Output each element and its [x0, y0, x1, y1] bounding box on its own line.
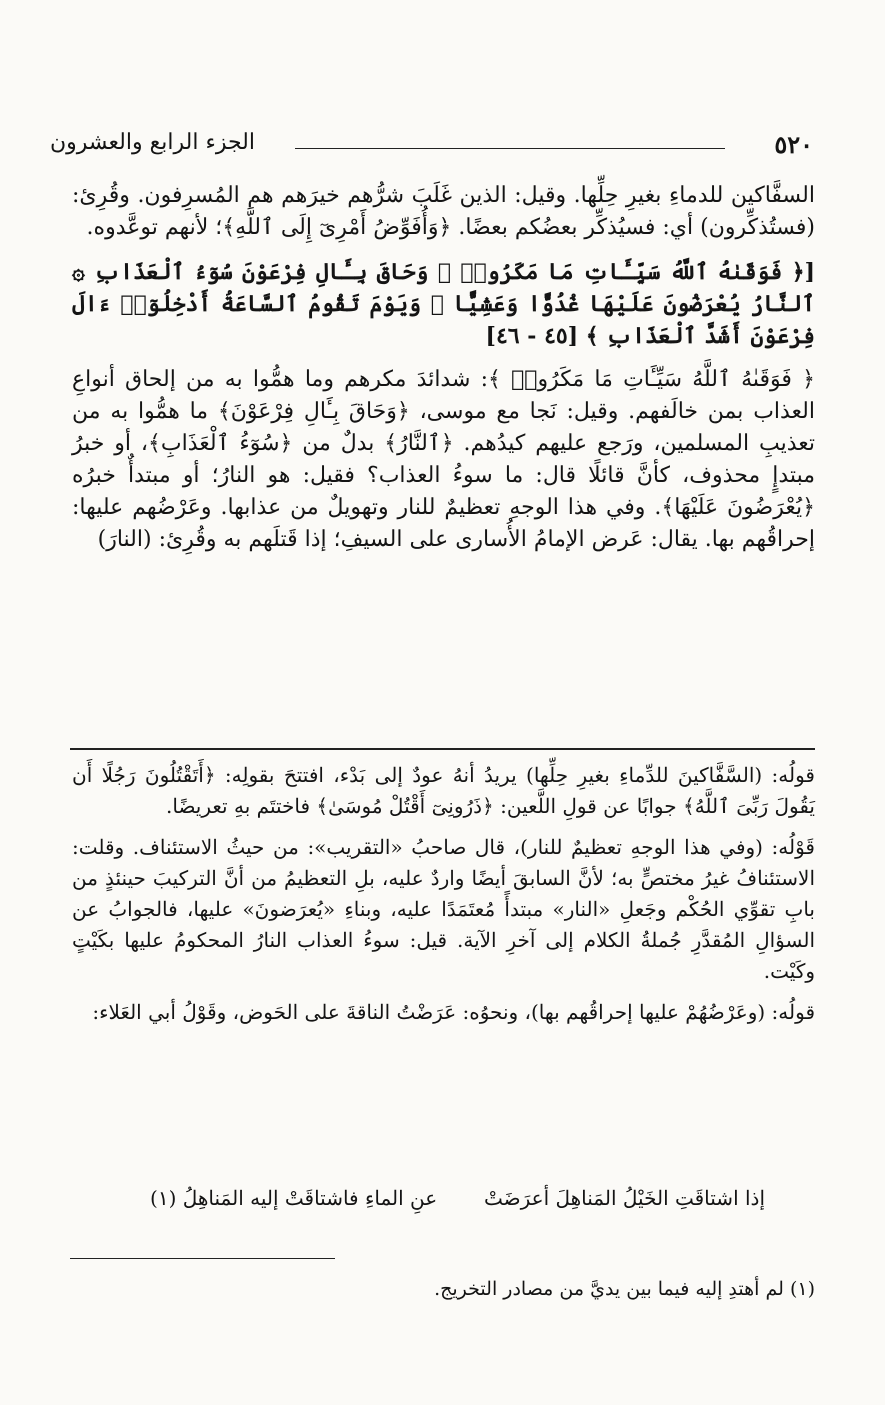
main-paragraph-1: السفَّاكين للدماءِ بغيرِ حِلِّها. وقيل: الذين غَلَبَ شرُّهم خيرَهم هم المُسرِفون. وقُرِئ: (فستُذكِّرون) أي: فسيُذكِّر بعضُكم بعضًا. ﴿وَأُفَوِّضُ أَمْرِىٓ إِلَى ٱللَّهِ﴾؛ لأنهم توعَّدوه. [72, 183, 815, 240]
poetry-first-hemistich: إذا اشتاقَتِ الخَيْلُ المَناهِلَ أعرَضَتْ [483, 1186, 765, 1210]
commentary-paragraph-2: قَوْلُه: (وفي هذا الوجهِ تعظيمٌ للنار)، قال صاحبُ «التقريب»: من حيثُ الاستئناف. وقلت: الاستئنافُ غيرُ مختصٍّ به؛ لأنَّ السابقَ أيضًا واردٌ عليه، بلِ التعظيمُ من أنَّ التركيبَ حينئذٍ من بابِ تقوِّي الحُكْم وجَعلِ «النار» مبتدأً مُعتَمَدًا عليه، وبناءِ «يُعرَضونَ» عليها، فالجوابُ عن السؤالِ المُقدَّرِ جُملةُ الكلام إلى آخرِ الآية. قيل: سوءُ العذاب النارُ المحكومُ عليها بكَيْتٍ وكَيْت. [72, 835, 815, 983]
running-title: الجزء الرابع والعشرون [50, 130, 255, 155]
poetry-verse [150, 1186, 765, 1222]
commentary-text [72, 760, 815, 1038]
commentary-paragraph-3: قولُه: (وعَرْضُهُمْ عليها إحراقُهم بها)، ونحوُه: عَرَضْتُ الناقةَ على الحَوض، وقَوْلُ أبي العَلاء: [92, 1000, 815, 1024]
main-text [72, 180, 815, 568]
header-rule [295, 148, 725, 149]
commentary-divider [70, 748, 815, 750]
poetry-second-hemistich: عنِ الماءِ فاشتاقَتْ إليه المَناهِلُ (١) [150, 1186, 438, 1210]
commentary-paragraph-1: قولُه: (السَّفَّاكينَ للدِّماءِ بغيرِ حِلِّها) يريدُ أنهُ عودٌ إلى بَدْء، افتتحَ بقولِه: ﴿أَتَقْتُلُونَ رَجُلًا أَن يَقُولَ رَبِّىَ ٱللَّهُ﴾ جوابًا عن قولِ اللَّعين: ﴿ذَرُونِىٓ أَقْتُلْ مُوسَىٰ﴾ فاختتَم بهِ تعريضًا. [72, 763, 815, 818]
quran-verse-block: [﴿ فَوَقَىٰهُ ٱللَّهُ سَيِّـَٔاتِ مَا مَكَرُوا۟ ۖ وَحَاقَ بِـَٔالِ فِرْعَوْنَ سُوٓءُ ٱلْعَذَابِ ۞ ٱلنَّارُ يُعْرَضُونَ عَلَيْهَا غُدُوًّا وَعَشِيًّا ۖ وَيَوْمَ تَقُومُ ٱلسَّاعَةُ أَدْخِلُوٓا۟ ءَالَ فِرْعَوْنَ أَشَدَّ ٱلْعَذَابِ ﴾ [٤٥ - ٤٦] [72, 259, 815, 349]
page-header [50, 128, 835, 168]
main-paragraph-3: ﴿ فَوَقَىٰهُ ٱللَّهُ سَيِّـَٔاتِ مَا مَكَرُوا۟ ﴾: شدائدَ مكرهم وما همُّوا به من إلحاق أنواعِ العذاب بمن خالَفهم. وقيل: نَجا مع موسى، ﴿وَحَاقَ بِـَٔالِ فِرْعَوْنَ﴾ ما همُّوا به من تعذيبِ المسلمين، ورَجع عليهم كيدُهم. ﴿ٱلنَّارُ﴾ بدلٌ من ﴿سُوٓءُ ٱلْعَذَابِ﴾، أو خبرُ مبتدإٍ محذوف، كأنَّ قائلًا قال: ما سوءُ العذاب؟ فقيل: هو النارُ؛ أو مبتدأٌ خبرُه ﴿يُعْرَضُونَ عَلَيْهَا﴾. وفي هذا الوجهِ تعظيمٌ للنار وتهويلٌ من عذابها. وعَرْضُهم عليها: إحراقُهم بها. يقال: عَرض الإمامُ الأُسارى على السيفِ؛ إذا قَتلَهم به وقُرِئ: (النارَ) [72, 367, 815, 552]
footnote: (١) لم أهتدِ إليه فيما بين يديَّ من مصادر التخريج. [434, 1278, 815, 1300]
page-number: ٥٢٠ [774, 130, 813, 159]
footnote-rule [70, 1258, 335, 1259]
